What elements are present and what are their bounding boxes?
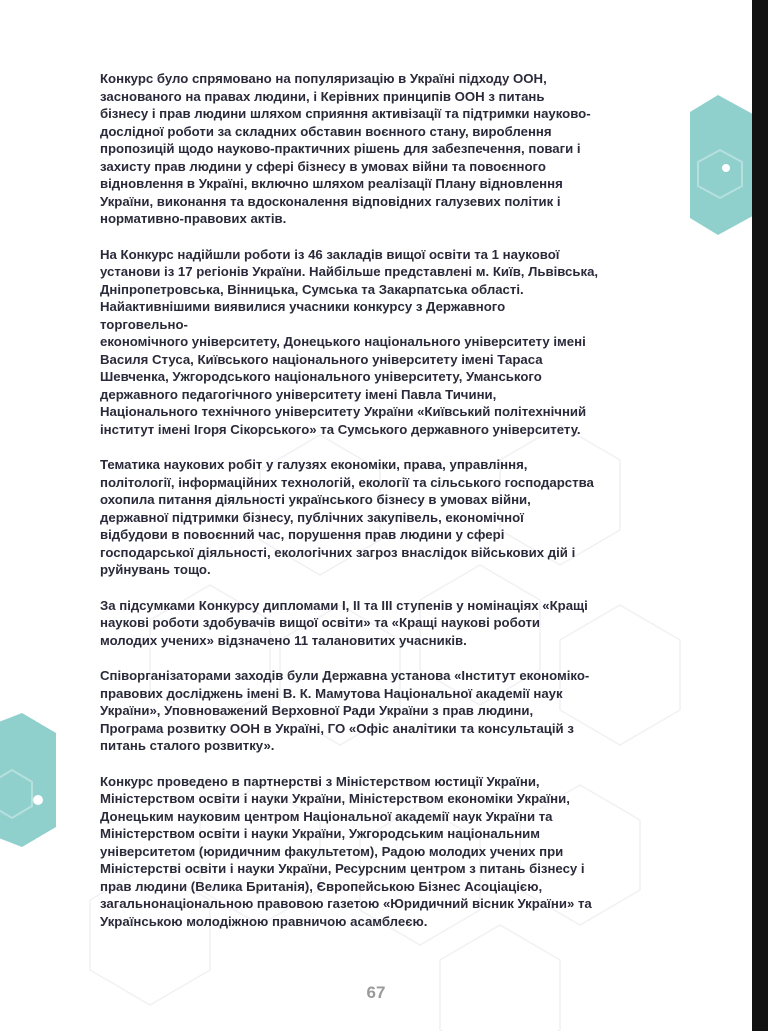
paragraph-research-topics: Тематика наукових робіт у галузях економіки, права, управління, політології, інформаційних технологій, екології та сільського господарства охопила питання діяльності українського бізнесу в умовах війни, державної підтримки бізнесу, публічних закупівель, економічної відбудови в повоєнний час, порушення прав людини у сфері господарської діяльності, екологічних загроз внаслідок військових дій і руйнувань тощо. — [100, 457, 594, 577]
teal-hexagon-decoration-right — [690, 90, 752, 240]
teal-hexagon-decoration-left — [0, 710, 60, 850]
document-body — [100, 70, 670, 948]
scrollbar[interactable] — [752, 0, 768, 1031]
paragraph-contest-purpose: Конкурс було спрямовано на популяризацію в Україні підходу ООН, заснованого на правах людини, і Керівних принципів ООН з питань бізнесу і прав людини шляхом сприяння активізації та підтримки науково- дослідної роботи за складних обставин воєнного стану, вироблення пропозицій щодо науково-практичних рішень для забезпечення, поваги і захисту прав людини у сфері бізнесу в умовах війни та повоєнного відновлення в Україні, включно шляхом реалізації Плану відновлення України, виконання та вдосконалення відповідних галузевих політик і нормативно-правових актів. — [100, 71, 591, 226]
paragraph-co-organizers: Співорганізаторами заходів були Державна установа «Інститут економіко- правових досліджень імені В. К. Мамутова Національної академії наук України», Уповноважений Верховної Ради України з прав людини, Програма розвитку ООН в Україні, ГО «Офіс аналітики та консультацій з питань сталого розвитку». — [100, 668, 590, 753]
paragraph-results: За підсумками Конкурсу дипломами I, II та III ступенів у номінаціях «Кращі наукові роботи здобувачів вищої освіти» та «Кращі наукові роботи молодих учених» відзначено 11 талановитих учасників. — [100, 597, 588, 648]
paragraph-participants: На Конкурс надійшли роботи із 46 закладів вищої освіти та 1 наукової установи із 17 регіонів України. Найбільше представлені м. Київ, Львівська, Дніпропетровська, Вінницька, Сумська та Закарпатська області. Найактивнішими виявилися учасники конкурсу з Державного торговельно- економічного університету, Донецького національного університету імені Василя Стуса, Київського національного університету імені Тараса Шевченка, Ужгородського національного університету, Уманського державного педагогічного університету імені Павла Тичини, Національного технічного університету України «Київський політехнічний інститут імені Ігоря Сікорського» та Сумського державного університету. — [100, 246, 599, 437]
paragraph-partners: Конкурс проведено в партнерстві з Міністерством юстиції України, Міністерством освіти і науки України, Міністерством економіки України, Донецьким науковим центром Національної академії наук України та Міністерством освіти і науки України, Ужгородським національним університетом (юридичним факультетом), Радою молодих учених при Міністерстві освіти і науки України, Ресурсним центром з питань бізнесу і прав людини (Велика Британія), Європейською Бізнес Асоціацією, загальнонаціональною правовою газетою «Юридичний вісник України» та Українською молодіжною правничою асамблеєю. — [100, 773, 592, 929]
page-number: 67 — [366, 983, 386, 1002]
